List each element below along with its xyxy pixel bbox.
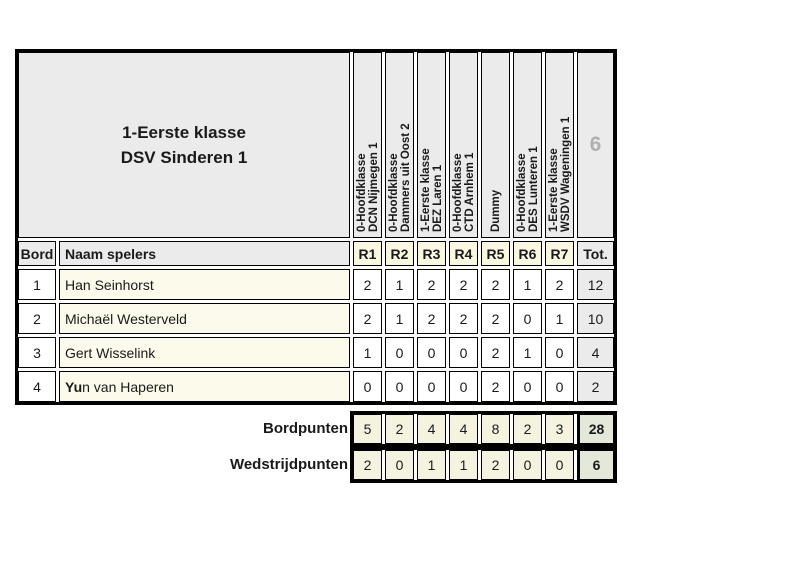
wedstrijdpunten-label: Wedstrijdpunten: [229, 456, 348, 473]
round-header-r5: [481, 52, 510, 238]
player-name: Michaël Westerveld: [65, 310, 187, 327]
header-total-badge: 6: [577, 52, 614, 238]
total-cell: 2: [577, 371, 614, 402]
score-cell: 2: [481, 371, 510, 402]
score-cell: 0: [545, 337, 574, 368]
player-name-cell: [59, 371, 350, 402]
team-title: [18, 52, 350, 238]
summary-total-cell: 6: [577, 450, 614, 480]
total-cell: 12: [577, 269, 614, 300]
score-cell: 1: [353, 337, 382, 368]
summary-score-cell: 1: [417, 450, 446, 480]
col-header-name: Naam spelers: [59, 241, 350, 266]
summary-score-cell: 3: [545, 414, 574, 444]
col-header-r2: R2: [385, 241, 414, 266]
score-cell: 1: [385, 269, 414, 300]
score-cell: 2: [481, 303, 510, 334]
summary-score-cell: 2: [385, 414, 414, 444]
round-header-r1: [353, 52, 382, 238]
col-header-r6: R6: [513, 241, 542, 266]
summary-score-cell: 1: [449, 450, 478, 480]
col-header-r3: R3: [417, 241, 446, 266]
round-header-r4: [449, 52, 478, 238]
summary-score-cell: 0: [385, 450, 414, 480]
round-class: 0-Hoofdklasse: [355, 153, 368, 232]
round-class: 0-Hoofdklasse: [387, 153, 400, 232]
score-cell: 2: [353, 303, 382, 334]
round-header-r3: [417, 52, 446, 238]
col-header-bord: Bord: [18, 241, 56, 266]
col-header-r5: R5: [481, 241, 510, 266]
total-cell: 10: [577, 303, 614, 334]
summary-score-cell: 5: [353, 414, 382, 444]
score-cell: 0: [513, 303, 542, 334]
summary-score-cell: 2: [353, 450, 382, 480]
score-cell: 2: [417, 269, 446, 300]
round-class: Dummy: [489, 189, 502, 232]
summary-score-cell: 8: [481, 414, 510, 444]
summary-score-cell: 2: [481, 450, 510, 480]
score-cell: 0: [545, 371, 574, 402]
score-cell: 0: [417, 337, 446, 368]
bord-cell: 2: [18, 303, 56, 334]
main-table: [15, 49, 617, 405]
title-line-2: DSV Sinderen 1: [120, 148, 248, 167]
score-cell: 1: [385, 303, 414, 334]
score-cell: 0: [449, 371, 478, 402]
round-header-r2: [385, 52, 414, 238]
score-cell: 0: [353, 371, 382, 402]
score-cell: 1: [513, 269, 542, 300]
bord-cell: 1: [18, 269, 56, 300]
round-header-r7: [545, 52, 574, 238]
summary-score-cell: 4: [417, 414, 446, 444]
bordpunten-label: Bordpunten: [263, 420, 348, 437]
score-cell: 2: [353, 269, 382, 300]
col-header-total: Tot.: [577, 241, 614, 266]
bord-cell: 4: [18, 371, 56, 402]
score-cell: 2: [417, 303, 446, 334]
round-team: WSDV Wageningen 1: [559, 116, 572, 232]
round-team: DCN Nijmegen 1: [367, 142, 380, 232]
col-header-r4: R4: [449, 241, 478, 266]
round-team: DES Lunteren 1: [527, 146, 540, 232]
score-cell: 0: [385, 371, 414, 402]
player-name-cell: [59, 337, 350, 368]
col-header-r7: R7: [545, 241, 574, 266]
summary-total-cell: 28: [577, 414, 614, 444]
player-name: Han Seinhorst: [65, 276, 154, 293]
player-name: Gert Wisselink: [65, 344, 156, 361]
summary-score-cell: 4: [449, 414, 478, 444]
score-cell: 2: [449, 269, 478, 300]
summary-score-cell: 2: [513, 414, 542, 444]
title-line-1: 1-Eerste klasse: [122, 123, 246, 142]
score-cell: 0: [513, 371, 542, 402]
player-name: n van Haperen: [82, 378, 174, 395]
score-cell: 2: [449, 303, 478, 334]
player-name-bold: Yu: [65, 378, 83, 395]
total-cell: 4: [577, 337, 614, 368]
score-cell: 1: [513, 337, 542, 368]
score-cell: 2: [481, 337, 510, 368]
round-team: Dammers uit Oost 2: [399, 123, 412, 232]
player-name-cell: [59, 303, 350, 334]
score-cell: 0: [385, 337, 414, 368]
player-name-cell: [59, 269, 350, 300]
col-header-r1: R1: [353, 241, 382, 266]
bordpunten-row: [350, 411, 617, 447]
summary-score-cell: 0: [545, 450, 574, 480]
score-cell: 0: [417, 371, 446, 402]
round-class: 1-Eerste klasse: [547, 148, 560, 232]
round-team: DEZ Laren 1: [431, 164, 444, 232]
round-class: 0-Hoofdklasse: [451, 153, 464, 232]
bord-cell: 3: [18, 337, 56, 368]
round-team: CTD Arnhem 1: [463, 152, 476, 232]
score-cell: 2: [481, 269, 510, 300]
round-header-r6: [513, 52, 542, 238]
summary-score-cell: 0: [513, 450, 542, 480]
wedstrijdpunten-row: [350, 447, 617, 483]
score-cell: 2: [545, 269, 574, 300]
score-cell: 0: [449, 337, 478, 368]
round-class: 1-Eerste klasse: [419, 148, 432, 232]
score-cell: 1: [545, 303, 574, 334]
round-class: 0-Hoofdklasse: [515, 153, 528, 232]
